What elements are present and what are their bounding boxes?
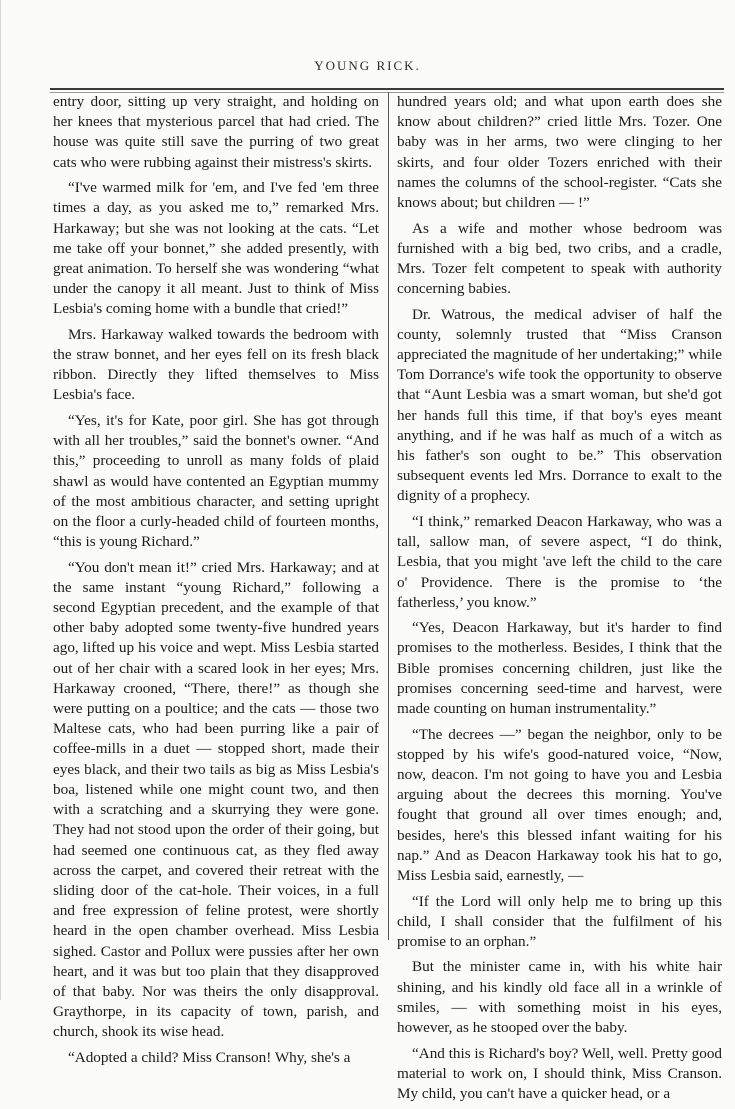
paragraph: “I think,” remarked Deacon Harkaway, who was a tall, sallow man, of severe aspect, “I do think, Lesbia, that you might 'ave left the child to the care o' Providence. There is the promise to ‘the fatherless,’ you know.” xyxy=(397,512,722,611)
paragraph: Mrs. Harkaway walked towards the bedroom with the straw bonnet, and her eyes fell on its fresh black ribbon. Directly they lifted themselves to Miss Lesbia's face. xyxy=(53,325,379,404)
paragraph: “And this is Richard's boy? Well, well. Pretty good material to work on, I should think, Miss Cranson. My child, you can't have a quicker head, or a xyxy=(397,1044,723,1102)
paragraph: “I've warmed milk for 'em, and I've fed 'em three times a day, as you asked me to,” remarked Mrs. Harkaway; but she was not looking at the cats. “Let me take off your bonnet,” she added presently, with great animation. To herself she was wondering “what under the canopy it all meant. Just to think of Miss Lesbia's coming home with a bundle that cried!” xyxy=(53,179,379,318)
paragraph: But the minister came in, with his white hair shining, and his kindly old face all in a wrinkle of smiles, — with something moist in his eyes, however, as he stooped over the baby. xyxy=(397,958,722,1037)
left-column xyxy=(53,92,379,1073)
paragraph: “Yes, Deacon Harkaway, but it's harder to find promises to the motherless. Besides, I think that the Bible promises concerning children, just like the promises concerning seed-time and harvest, were made counting on human instrumentality.” xyxy=(397,619,722,718)
paragraph: “Yes, it's for Kate, poor girl. She has got through with all her troubles,” said the bonnet's owner. “And this,” proceeding to unroll as many folds of plaid shawl as would have contented an Egyptian mummy of the most ambitious character, and setting upright on the floor a curly-headed child of fourteen months, “this is young Richard.” xyxy=(53,411,379,551)
paragraph: Dr. Watrous, the medical adviser of half the county, solemnly trusted that “Miss Cranson appreciated the magnitude of her undertaking;” while Tom Dorrance's wife took the opportunity to observe that “Aunt Lesbia was a smart woman, but she'd got her hands full this time, if that boy's eyes meant anything, and if he was half as much of a witch as his father's son ought to be.” This observation subsequent events led Mrs. Dorrance to exalt to the dignity of a prophecy. xyxy=(397,305,722,505)
paragraph: “You don't mean it!” cried Mrs. Harkaway; and at the same instant “young Richard,” following a second Egyptian precedent, and the example of that other baby adopted some twenty-five hundred years ago, lifted up his voice and wept. Miss Lesbia started out of her chair with a scared look in her eyes; Mrs. Harkaway crooned, “There, there!” as though she were putting on a poultice; and the cats — those two Maltese cats, who had been purring like a pair of coffee-mills in a duet — stopped short, made their eyes black, and their two tails as big as Miss Lesbia's boa, listened while one might count two, and then with a scratching and a skurrying they were gone. They had not stood upon the order of their going, but had seemed one continuous cat, as they fled away across the carpet, and covered their retreat with the sliding door of the cat-hole. Their voices, in a full and free expression of feline protest, were shortly heard in the open chamber overhead. Miss Lesbia sighed. Castor and Pollux were pussies after her own heart, and it was but too plain that they disapproved of that baby. Nor was theirs the only disapproval. Graythorpe, in its capacity of town, parish, and church, shook its wise head. xyxy=(53,558,379,1041)
paragraph: entry door, sitting up very straight, and holding on her knees that mysterious parcel that had cried. The house was quite still save the purring of two great cats who were rubbing against their mistress's skirts. xyxy=(53,93,379,171)
paragraph: “Adopted a child? Miss Cranson! Why, she's a xyxy=(68,1048,351,1066)
header-rule xyxy=(50,88,724,90)
paragraph: “If the Lord will only help me to bring up this child, I shall consider that the fulfilment of his promise to an orphan.” xyxy=(397,892,722,950)
column-divider xyxy=(388,92,389,940)
right-column xyxy=(397,92,722,1109)
running-header: YOUNG RICK. xyxy=(314,58,421,73)
paragraph: hundred years old; and what upon earth does she know about children?” cried little Mrs. Tozer. One baby was in her arms, two were clinging to her skirts, and four older Tozers enriched with their names the columns of the school-register. “Cats she knows about; but children — !” xyxy=(397,93,722,212)
paragraph: As a wife and mother whose bedroom was furnished with a big bed, two cribs, and a cradle, Mrs. Tozer felt competent to speak with authority concerning babies. xyxy=(397,219,722,298)
paragraph: “The decrees —” began the neighbor, only to be stopped by his wife's good-natured voice, “Now, now, deacon. I'm not going to have you and Lesbia arguing about the decrees this morning. You've fought that ground all over times enough; and, besides, here's this blessed infant waiting for his nap.” And as Deacon Harkaway took his hat to go, Miss Lesbia said, earnestly, — xyxy=(397,725,722,884)
